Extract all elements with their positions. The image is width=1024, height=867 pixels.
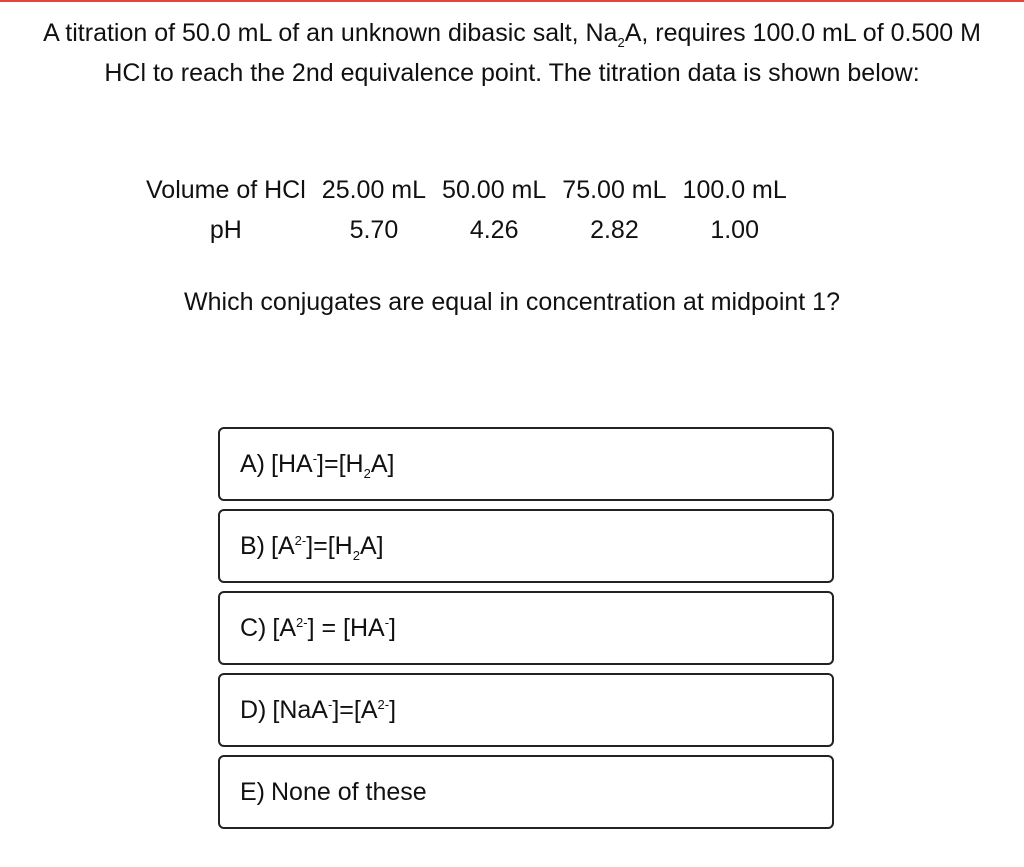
ph-cell: 4.26	[469, 215, 519, 244]
formula-text: A]	[359, 531, 384, 560]
formula-text: ] = [HA	[307, 613, 385, 642]
formula-superscript: 2-	[294, 532, 307, 548]
formula-superscript: -	[327, 696, 333, 712]
ph-row-header: pH	[209, 215, 242, 244]
formula-text: ]=[H	[317, 449, 364, 478]
option-c-label	[272, 614, 396, 643]
option-e-button[interactable]	[218, 755, 834, 829]
option-letter: B)	[240, 531, 265, 560]
ph-row	[138, 210, 795, 250]
ph-cell: 5.70	[349, 215, 399, 244]
option-letter: A)	[240, 449, 265, 478]
volume-cell: 25.00 mL	[321, 175, 427, 204]
titration-data-table	[138, 170, 795, 250]
formula-superscript: -	[384, 614, 390, 630]
option-b-label	[271, 532, 384, 561]
volume-row-header: Volume of HCl	[146, 175, 306, 204]
formula-subscript: 2	[363, 465, 371, 481]
formula-text: A]	[370, 449, 395, 478]
formula-text: ]=[H	[306, 531, 353, 560]
prompt-subscript: 2	[617, 35, 625, 50]
option-a-button[interactable]	[218, 427, 834, 501]
option-b-button[interactable]	[218, 509, 834, 583]
formula-subscript: 2	[352, 547, 360, 563]
volume-cell: 50.00 mL	[442, 175, 547, 204]
formula-text: ]	[389, 613, 396, 642]
formula-text: [HA	[271, 449, 313, 478]
prompt-text-2: A, requires 100.0 mL of 0.500 M HCl to reach the 2nd equivalence point. The titration data is shown below:	[104, 19, 981, 87]
option-a-label	[271, 450, 394, 479]
option-d-button[interactable]	[218, 673, 834, 747]
answer-options	[218, 427, 834, 837]
ph-cell: 1.00	[710, 215, 759, 244]
formula-superscript: -	[312, 450, 318, 466]
formula-text: ]=[A	[332, 695, 378, 724]
prompt-text-1: A titration of 50.0 mL of an unknown dibasic salt, Na	[43, 19, 618, 47]
formula-text: [A	[271, 531, 295, 560]
formula-superscript: 2-	[296, 614, 308, 630]
ph-cell: 2.82	[590, 215, 639, 244]
formula-superscript: 2-	[377, 696, 390, 712]
volume-row	[138, 170, 795, 210]
option-letter: D)	[240, 695, 267, 724]
formula-text: [A	[272, 613, 297, 642]
question-text: Which conjugates are equal in concentration at midpoint 1?	[184, 288, 840, 316]
option-letter: E)	[240, 777, 265, 806]
option-letter: C)	[240, 613, 267, 642]
volume-cell: 75.00 mL	[562, 175, 667, 204]
formula-text: [NaA	[272, 695, 328, 724]
option-c-button[interactable]	[218, 591, 834, 665]
option-d-label	[272, 696, 396, 725]
formula-text: ]	[389, 695, 397, 724]
problem-prompt	[40, 14, 984, 93]
option-e-label: None of these	[271, 777, 427, 806]
top-accent-rule	[0, 0, 1024, 2]
volume-cell: 100.0 mL	[682, 175, 787, 204]
